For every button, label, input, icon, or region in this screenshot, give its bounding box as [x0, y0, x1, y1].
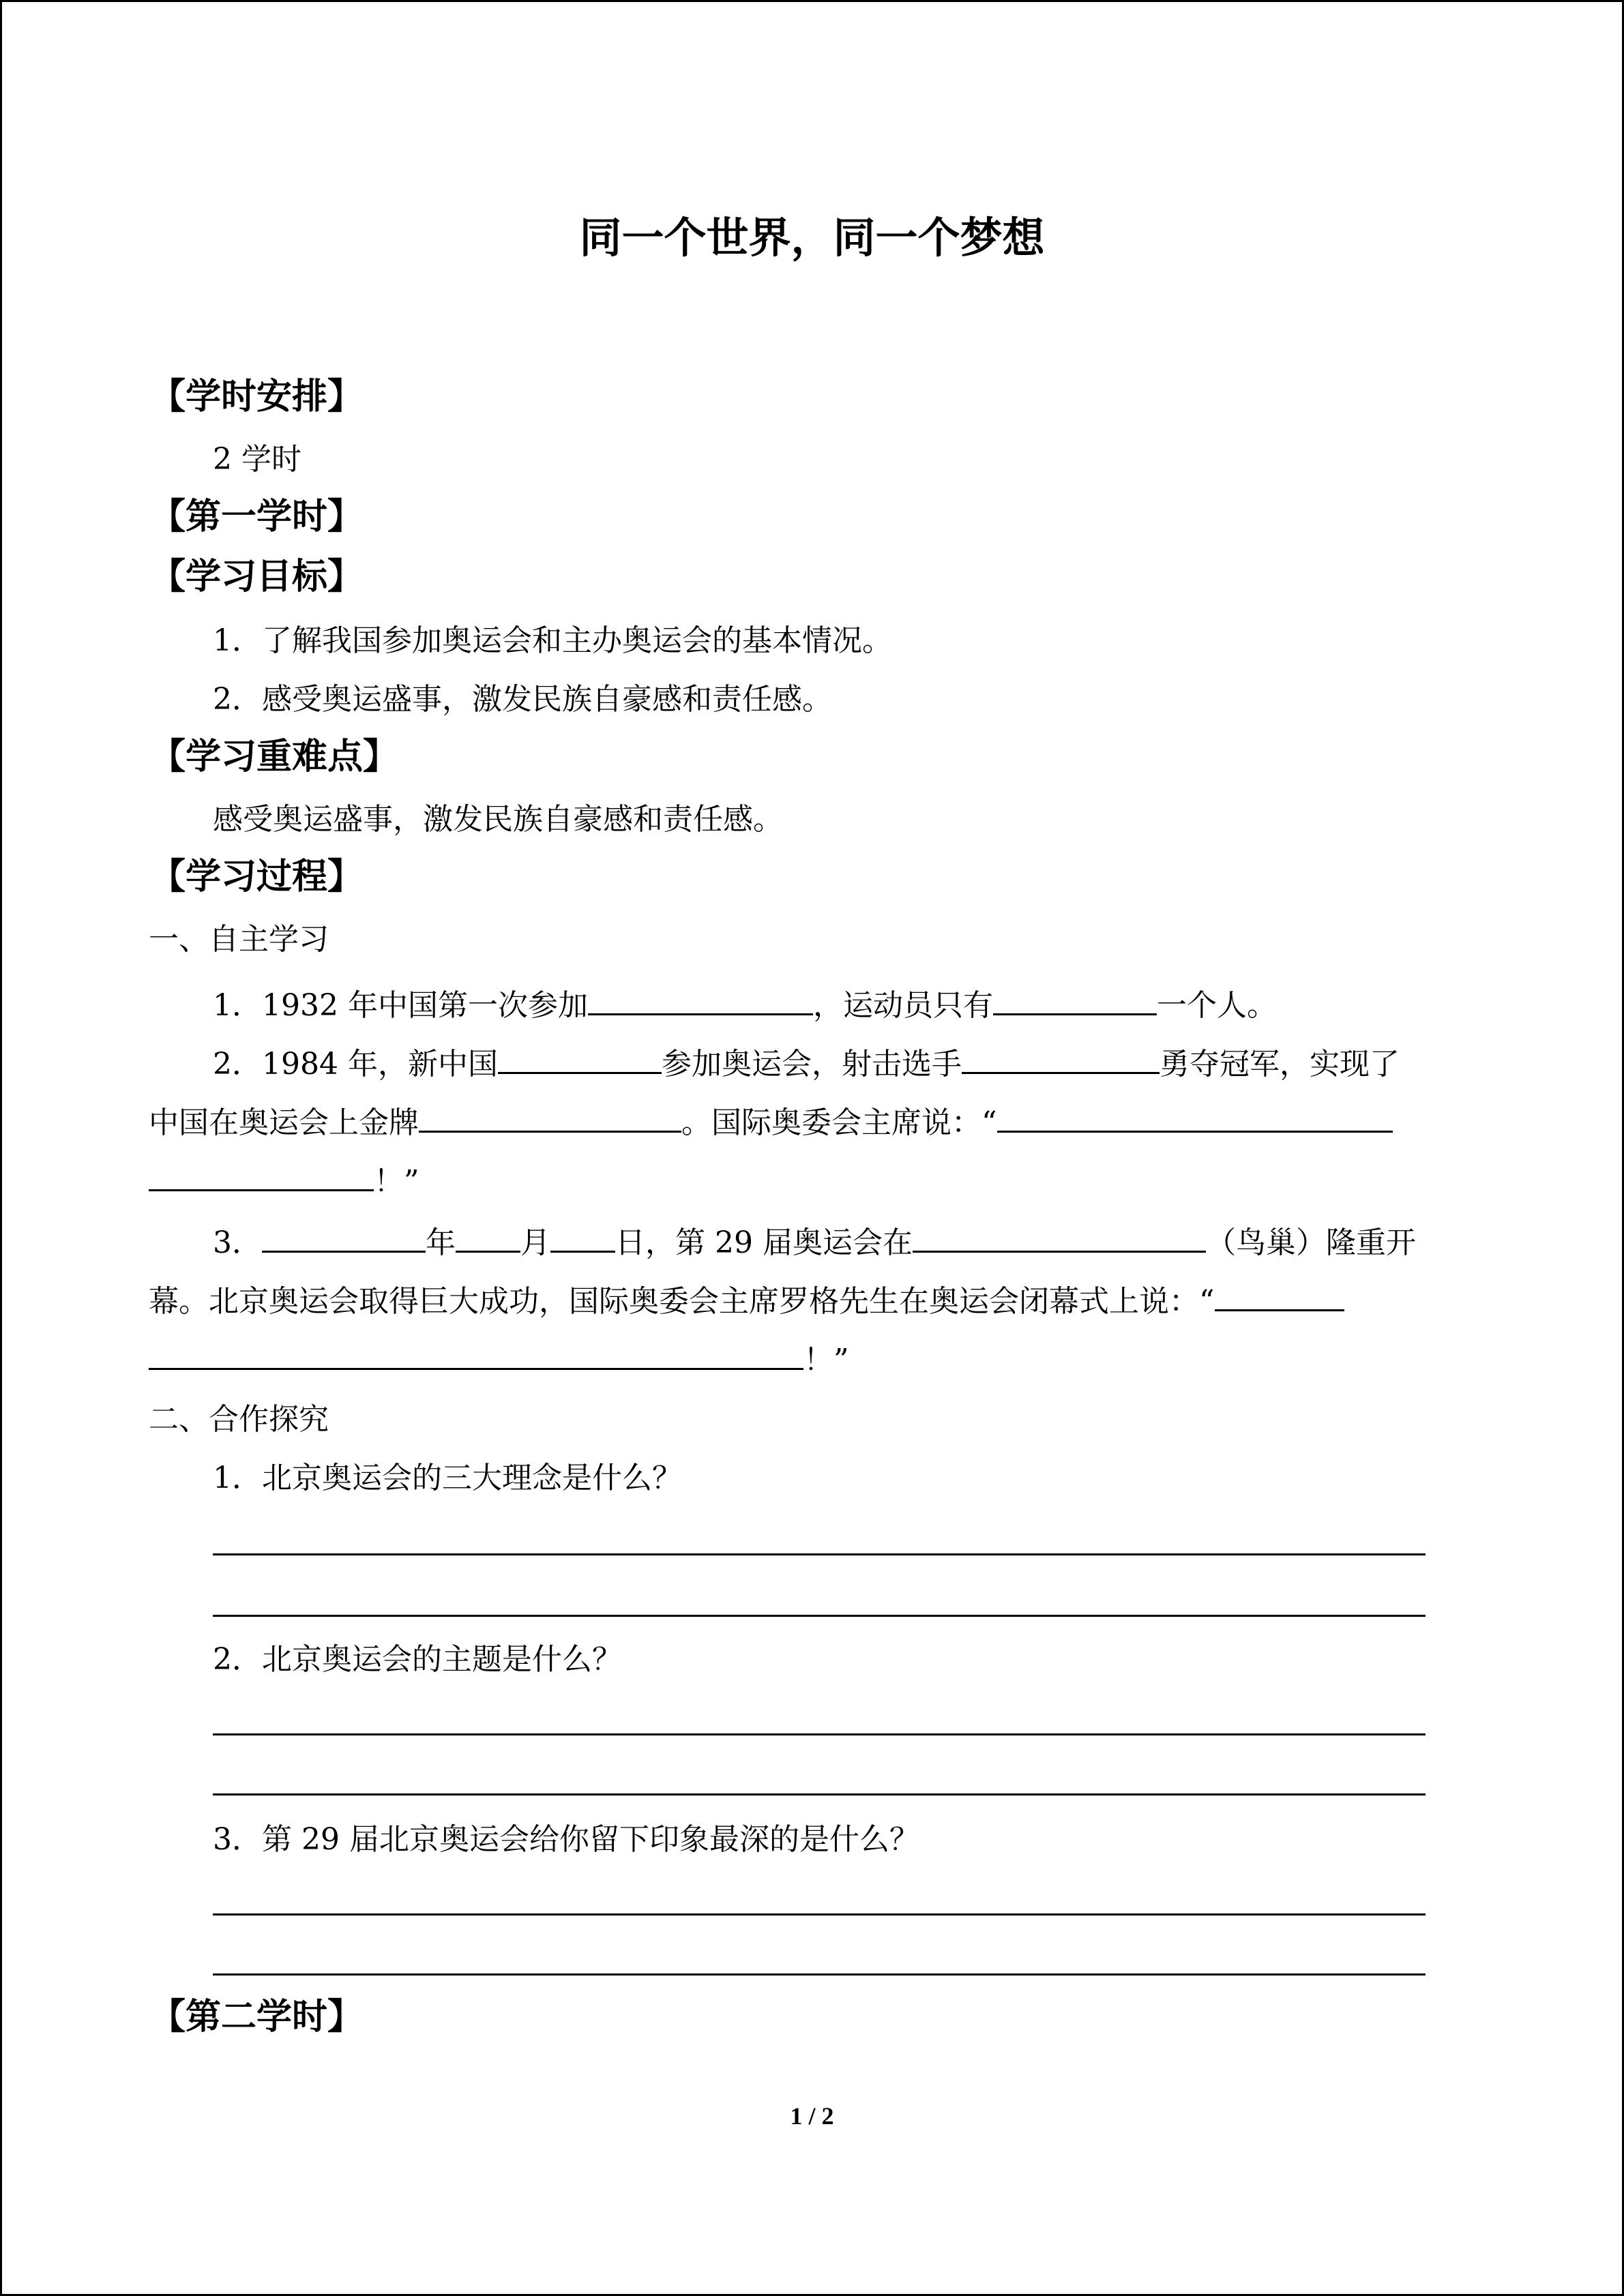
- answer-blank[interactable]: [1215, 1282, 1344, 1311]
- question-2-line-1: [213, 1045, 1400, 1082]
- question-2-text-f: ！”: [374, 1164, 419, 1199]
- goal-item: 1．了解我国参加奥运会和主办奥运会的基本情况。: [213, 623, 892, 658]
- question-3-text-b: 年: [426, 1225, 456, 1260]
- question-3-text-d: 日，第 29 届奥运会在: [615, 1225, 913, 1260]
- question-2-line-3: [149, 1162, 419, 1197]
- answer-blank[interactable]: [149, 1162, 374, 1191]
- page-number: 1 / 2: [790, 2102, 834, 2130]
- answer-blank[interactable]: [962, 1045, 1160, 1074]
- question-2-text-c: 勇夺冠军，实现了: [1159, 1047, 1400, 1082]
- part1-title: 一、自主学习: [149, 922, 329, 957]
- question-2-text-a: 2．1984 年，新中国: [213, 1047, 498, 1082]
- question-3-text-e: （鸟巢）隆重开: [1205, 1225, 1416, 1260]
- question-2-text-d: 中国在奥运会上金牌: [149, 1105, 419, 1140]
- section-header-schedule: 【学时安排】: [150, 376, 364, 417]
- answer-blank[interactable]: [997, 1103, 1393, 1133]
- answer-blank[interactable]: [419, 1103, 681, 1133]
- coop-question-1: 1．北京奥运会的三大理念是什么？: [213, 1461, 682, 1495]
- section-header-goals: 【学习目标】: [150, 556, 364, 597]
- question-3-line-1: [213, 1223, 1416, 1258]
- answer-line[interactable]: [213, 1553, 1426, 1555]
- answer-blank[interactable]: [588, 986, 813, 1015]
- schedule-value: 2 学时: [213, 442, 301, 477]
- answer-line[interactable]: [213, 1913, 1426, 1915]
- question-1: [213, 986, 1277, 1021]
- coop-question-2: 2．北京奥运会的主题是什么？: [213, 1642, 622, 1677]
- answer-blank[interactable]: [456, 1223, 520, 1253]
- question-3-line-3: [149, 1341, 849, 1375]
- question-1-text-b: ，运动员只有: [812, 988, 993, 1023]
- question-3-text-g: ！”: [803, 1343, 849, 1377]
- question-1-text-c: 一个人。: [1156, 988, 1277, 1023]
- section-header-lesson2: 【第二学时】: [150, 1997, 364, 2038]
- question-2-line-2: [149, 1103, 1393, 1138]
- answer-line[interactable]: [213, 1733, 1426, 1735]
- section-header-focus: 【学习重难点】: [150, 736, 399, 777]
- question-3-text-c: 月: [520, 1225, 550, 1260]
- answer-blank[interactable]: [262, 1223, 426, 1253]
- coop-question-3: 3．第 29 届北京奥运会给你留下印象最深的是什么？: [213, 1822, 919, 1857]
- page-title: 同一个世界，同一个梦想: [579, 213, 1045, 263]
- goal-item: 2．感受奥运盛事，激发民族自豪感和责任感。: [213, 682, 832, 717]
- section-header-lesson1: 【第一学时】: [150, 496, 364, 537]
- answer-blank[interactable]: [993, 986, 1157, 1015]
- answer-line[interactable]: [213, 1973, 1426, 1976]
- question-3-text-f: 幕。北京奥运会取得巨大成功，国际奥委会主席罗格先生在奥运会闭幕式上说：“: [149, 1284, 1215, 1319]
- question-2-text-b: 参加奥运会，射击选手: [661, 1047, 962, 1082]
- section-header-process: 【学习过程】: [150, 856, 364, 897]
- question-3-text-a: 3．: [213, 1225, 262, 1260]
- answer-blank[interactable]: [498, 1045, 662, 1074]
- answer-line[interactable]: [213, 1615, 1426, 1617]
- question-3-line-2: [149, 1282, 1344, 1317]
- part2-title: 二、合作探究: [149, 1402, 329, 1437]
- question-2-text-e: 。国际奥委会主席说：“: [681, 1105, 997, 1140]
- answer-blank[interactable]: [550, 1223, 615, 1253]
- answer-blank[interactable]: [913, 1223, 1206, 1253]
- focus-text: 感受奥运盛事，激发民族自豪感和责任感。: [213, 802, 783, 837]
- answer-blank[interactable]: [149, 1341, 803, 1370]
- question-1-text-a: 1．1932 年中国第一次参加: [213, 988, 588, 1023]
- answer-line[interactable]: [213, 1793, 1426, 1795]
